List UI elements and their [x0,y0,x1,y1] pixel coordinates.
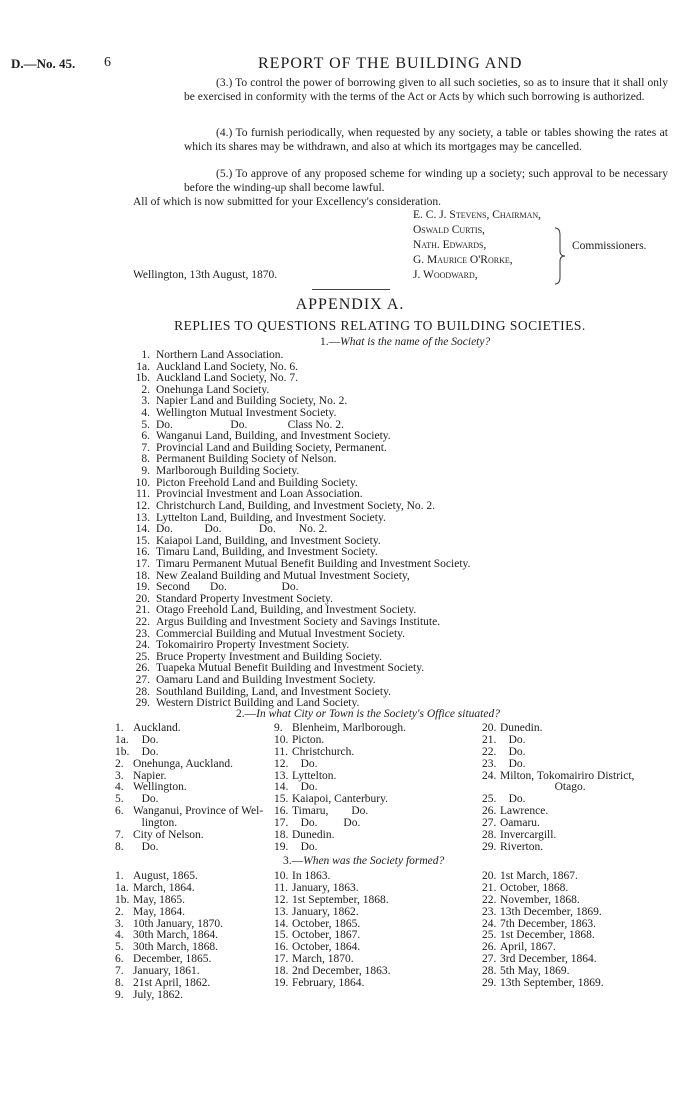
item-number: 12. [274,757,289,770]
page-number: 6 [104,55,111,70]
item-text: October, 1867. [292,929,361,942]
item-text: Wellington. [133,781,187,794]
item-number: 1a. [115,733,129,746]
item-text: 21st April, 1862. [133,977,211,990]
item-text: Dunedin. [500,722,543,734]
item-number: 19. [274,840,289,853]
question-3-column-1 [115,871,223,1002]
item-text: Commercial Building and Mutual Investment Society. [156,627,406,640]
recommendation-3: (3.) To control the power of borrowing given to all such societies, so as to insure that it shall only be exercised in conformity with the terms of the Act or Acts by which such borrowing is authorized. [184,77,668,103]
item-text: Do. [500,745,526,758]
item-number: 24. [135,639,150,652]
item-text: Tuapeka Mutual Benefit Building and Investment Society. [156,662,425,675]
item-number: 16. [135,546,150,559]
item-number: 28. [482,965,497,978]
item-text: December, 1865. [133,953,212,966]
item-number: 4. [115,929,124,942]
item-text: Picton. [292,733,325,746]
item-text: May, 1865. [133,893,185,906]
document-reference: D.—No. 45. [11,56,76,71]
item-text: August, 1865. [133,870,198,882]
item-text: Western District Building and Land Society. [156,697,360,710]
item-number: 18. [274,829,289,842]
item-text: Lyttelton Land, Building, and Investment Society. [156,511,386,524]
item-number: 23. [482,905,497,918]
item-number: 2. [115,905,124,918]
item-number: 2. [141,383,150,396]
item-number: 16. [274,805,289,818]
question-2-column-1 [115,723,263,854]
item-text: Do. [292,840,318,853]
item-text: Wanganui, Province of Wel- [133,805,264,818]
item-text: Do. [133,793,159,806]
formation-date-row [115,990,223,1002]
item-number: 7. [115,965,124,978]
item-text: Timaru Land, Building, and Investment Society. [156,546,378,559]
item-number: 24. [482,769,497,782]
item-text: 30th March, 1864. [133,929,218,942]
item-text: Christchurch Land, Building, and Investment Society, No. 2. [156,499,436,512]
item-text: Milton, Tokomairiro District, [500,769,635,782]
signatory: J. Woodward, [413,269,478,281]
item-number: 11. [136,488,150,501]
item-number: 4. [115,781,124,794]
item-text: Auckland Land Society, No. 6. [156,360,299,373]
item-text: July, 1862. [133,988,184,1001]
item-text: Marlborough Building Society. [156,465,300,478]
item-number: 29. [482,840,497,853]
item-number: 9. [115,988,124,1001]
item-text: March, 1864. [133,881,195,894]
question-3-heading: 3.—When was the Society formed? [283,855,445,867]
item-text: 7th December, 1863. [500,917,596,930]
item-text: January, 1862. [292,905,359,918]
item-number: 17. [135,557,150,570]
item-number: 6. [115,805,124,818]
item-number: 21. [135,604,150,617]
item-number: 5. [141,418,150,431]
item-number: 1. [141,349,150,361]
item-text: Oamaru. [500,817,540,830]
item-text: 30th March, 1868. [133,941,218,954]
recommendation-5: (5.) To approve of any proposed scheme for winding up a society; such approval to be necessary before the winding-up shall become lawful. [184,168,668,194]
item-text: Provincial Land and Building Society, Permanent. [156,441,387,454]
item-number: 22. [482,745,497,758]
signatory: G. Maurice O'Rorke, [413,254,513,266]
item-text: Do. [500,793,526,806]
item-number: 8. [141,453,150,466]
item-text: Northern Land Association. [156,349,284,361]
question-1-answers [132,350,470,710]
item-number: 26. [482,805,497,818]
item-text: March, 1870. [292,953,354,966]
item-number: 21. [482,733,497,746]
item-number: 8. [115,840,124,853]
item-text: 5th May, 1869. [500,965,570,978]
item-text: New Zealand Building and Mutual Investment Society, [156,569,410,582]
item-number: 1. [115,722,124,734]
item-text: Invercargill. [500,829,557,842]
item-text: 1st September, 1868. [292,893,389,906]
item-text: Blenheim, Marlborough. [292,722,407,734]
item-number: 20. [135,592,150,605]
item-number: 4. [141,407,150,420]
item-number: 1b. [115,893,130,906]
item-text: Argus Building and Investment Society and Savings Institute. [156,616,441,629]
question-3-column-3 [482,871,604,990]
item-number: 15. [274,929,289,942]
running-title: REPORT OF THE BUILDING AND [258,55,523,72]
item-text: 13th September, 1869. [500,977,604,990]
item-text: Do. [292,757,318,770]
item-number: 9. [274,722,283,734]
item-number: 14. [135,523,150,536]
item-text: 13th December, 1869. [500,905,602,918]
item-number: 20. [482,870,497,882]
item-text: Napier Land and Building Society, No. 2. [156,395,348,408]
question-2-heading: 2.—In what City or Town is the Society's Office situated? [236,708,500,720]
item-text: October, 1868. [500,881,569,894]
item-number: 10. [274,733,289,746]
item-text: Do. [133,733,159,746]
item-text: 2nd December, 1863. [292,965,391,978]
item-number: 1. [115,870,124,882]
item-number: 3. [141,395,150,408]
formation-date-row [482,978,604,990]
item-number: 28. [135,685,150,698]
item-number: 11. [274,745,288,758]
item-text: May, 1864. [133,905,185,918]
item-text: Wanganui Land, Building, and Investment Society. [156,430,391,443]
item-number: 12. [135,499,150,512]
item-number: 1b. [135,372,150,385]
item-number: 29. [482,977,497,990]
item-text: Do. [500,757,526,770]
item-text: Do. [133,745,159,758]
signatory-chairman: E. C. J. Stevens, Chairman, [413,209,541,221]
item-number: 15. [274,793,289,806]
item-text: Napier. [133,769,167,782]
item-text: Lawrence. [500,805,549,818]
item-text: January, 1863. [292,881,359,894]
item-text: Otago. [500,781,586,794]
item-text: Otago Freehold Land, Building, and Investment Society. [156,604,417,617]
item-number: 18. [135,569,150,582]
item-text: 1st March, 1867. [500,870,578,882]
appendix-title: APPENDIX A. [295,296,405,313]
item-number: 1a. [115,881,129,894]
formation-date-row [274,978,391,990]
item-number: 6. [115,953,124,966]
office-location-row [482,842,634,854]
item-number: 13. [135,511,150,524]
item-text: Auckland. [133,722,181,734]
item-number: 23. [482,757,497,770]
item-text: Dunedin. [292,829,335,842]
item-text: February, 1864. [292,977,365,990]
item-text: Kaiapoi Land, Building, and Investment Society. [156,534,381,547]
item-number: 27. [135,674,150,687]
item-text: Provincial Investment and Loan Association. [156,488,363,501]
item-number: 18. [274,965,289,978]
item-text: 1st December, 1868. [500,929,595,942]
item-text: Timaru, Do. [292,805,369,818]
item-number: 14. [274,781,289,794]
item-number: 5. [115,793,124,806]
item-number: 25. [482,929,497,942]
item-text: 3rd December, 1864. [500,953,597,966]
item-number: 3. [115,917,124,930]
item-number: 7. [115,829,124,842]
item-text: Wellington Mutual Investment Society. [156,407,337,420]
item-text: October, 1865. [292,917,361,930]
commissioners-label: Commissioners. [572,240,647,252]
item-text: lington. [133,817,178,830]
office-location-row [115,842,263,854]
item-number: 11. [274,881,288,894]
item-text: Picton Freehold Land and Building Society. [156,476,358,489]
item-text: Onehunga, Auckland. [133,757,233,770]
item-number: 17. [274,817,289,830]
item-number: 22. [482,893,497,906]
item-number: 26. [135,662,150,675]
item-number: 29. [135,697,150,710]
item-number: 24. [482,917,497,930]
item-text: Lyttelton. [292,769,337,782]
item-number: 13. [274,769,289,782]
item-text: November, 1868. [500,893,580,906]
closing-statement: All of which is now submitted for your Excellency's consideration. [133,196,442,208]
item-text: Bruce Property Investment and Building Society. [156,650,383,663]
item-text: Do. [292,781,318,794]
brace-icon [551,227,567,285]
item-number: 23. [135,627,150,640]
item-text: Do. Do. Do. No. 2. [156,523,328,536]
item-number: 7. [141,441,150,454]
item-text: Onehunga Land Society. [156,383,270,396]
item-number: 16. [274,941,289,954]
item-text: In 1863. [292,870,331,882]
item-number: 10. [274,870,289,882]
item-number: 10. [135,476,150,489]
item-number: 25. [482,793,497,806]
item-text: Christchurch. [292,745,355,758]
item-text: Auckland Land Society, No. 7. [156,372,299,385]
item-text: City of Nelson. [133,829,204,842]
section-divider [312,289,390,290]
recommendation-4: (4.) To furnish periodically, when requested by any society, a table or tables showing the rates at which its shares may be withdrawn, and also at which its mortgages may be cancelled. [184,127,668,153]
item-number: 6. [141,430,150,443]
item-number: 9. [141,465,150,478]
item-text: Southland Building, Land, and Investment Society. [156,685,391,698]
item-text: Kaiapoi, Canterbury. [292,793,389,806]
item-number: 17. [274,953,289,966]
item-text: Second Do. Do. [156,581,299,594]
item-number: 15. [135,534,150,547]
appendix-subtitle: REPLIES TO QUESTIONS RELATING TO BUILDING SOCIETIES. [174,318,586,333]
item-number: 27. [482,817,497,830]
signatory: Nath. Edwards, [413,239,487,251]
item-text: Riverton. [500,840,544,853]
item-text: Standard Property Investment Society. [156,592,333,605]
item-text: Oamaru Land and Building Investment Society. [156,674,376,687]
item-number: 27. [482,953,497,966]
item-number: 19. [135,581,150,594]
item-number: 21. [482,881,497,894]
item-text: April, 1867. [500,941,556,954]
item-text: Do. [500,733,526,746]
item-number: 20. [482,722,497,734]
item-text: Tokomairiro Property Investment Society. [156,639,350,652]
item-number: 25. [135,650,150,663]
item-text: Timaru Permanent Mutual Benefit Building and Investment Society. [156,557,471,570]
item-text: 10th January, 1870. [133,917,223,930]
item-number: 12. [274,893,289,906]
item-number: 22. [135,616,150,629]
office-location-row [274,842,406,854]
question-2-column-2 [274,723,406,854]
item-number: 5. [115,941,124,954]
signatory: Oswald Curtis, [413,224,485,236]
item-number: 8. [115,977,124,990]
item-number: 28. [482,829,497,842]
item-text: October, 1864. [292,941,361,954]
item-number: 1b. [115,745,130,758]
item-text: Do. [133,840,159,853]
place-date: Wellington, 13th August, 1870. [133,269,278,281]
item-number: 2. [115,757,124,770]
question-3-column-2 [274,871,391,990]
item-number: 13. [274,905,289,918]
item-text: Do. Do. Class No. 2. [156,418,344,431]
item-text: January, 1861. [133,965,200,978]
item-number: 3. [115,769,124,782]
item-text: Do. Do. [292,817,361,830]
item-number: 14. [274,917,289,930]
item-text: Permanent Building Society of Nelson. [156,453,337,466]
item-number: 1a. [136,360,150,373]
item-number: 19. [274,977,289,990]
item-number: 26. [482,941,497,954]
question-2-column-3 [482,723,634,854]
question-1-heading: 1.—What is the name of the Society? [320,336,491,348]
